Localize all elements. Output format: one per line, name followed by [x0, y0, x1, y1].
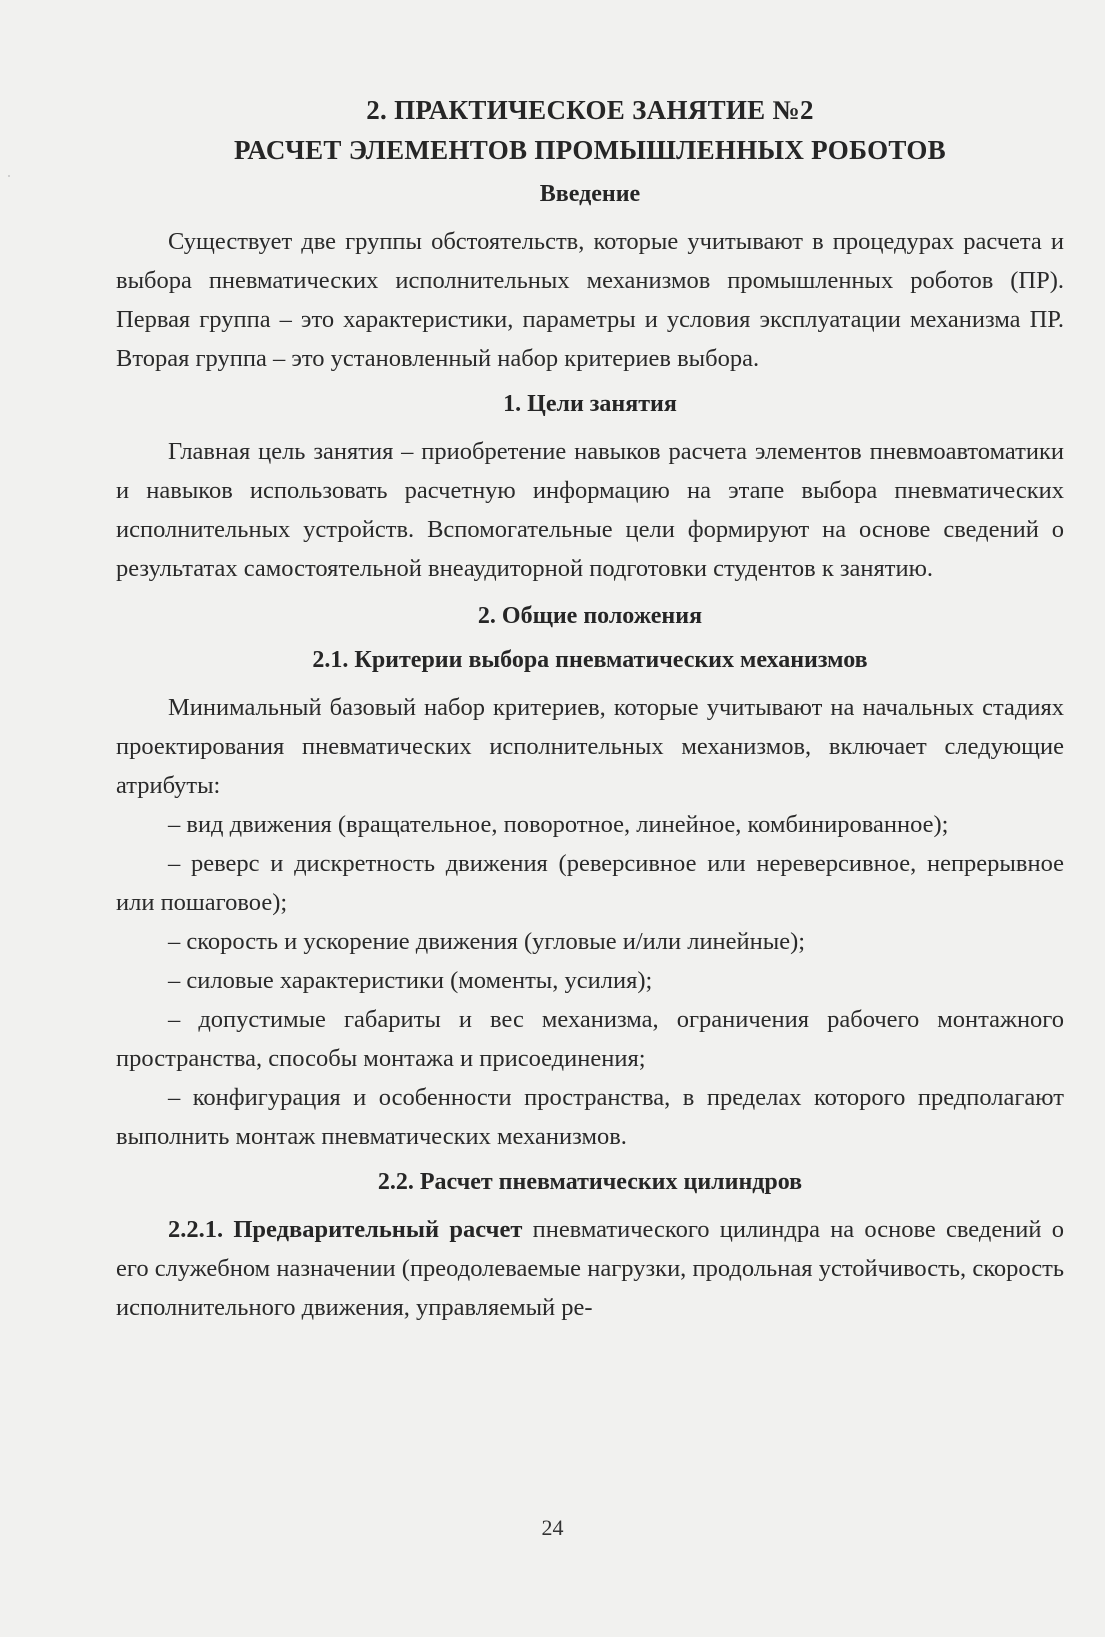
cylinders-heading: 2.2. Расчет пневматических цилиндров	[377, 1169, 803, 1195]
intro-heading: Введение	[539, 181, 641, 207]
page-number: 24	[541, 1515, 564, 1540]
criteria-paragraph: Минимальный базовый набор критериев, которые учитывают на начальных стадиях проектирования пневматических исполнительных механизмов, включает следующие атрибуты:	[116, 694, 1064, 799]
cylinders-paragraph-text: пневматического цилиндра на основе сведений о его служебном назначении (преодолеваемые нагрузки, продольная устойчивость, скорость исполнительного движения, управляемый ре-	[116, 1216, 1064, 1321]
criteria-list-item: – реверс и дискретность движения (реверсивное или нереверсивное, непрерывное или пошаговое);	[116, 850, 1064, 916]
criteria-list-item: – вид движения (вращательное, поворотное, линейное, комбинированное);	[168, 811, 949, 838]
scan-speck	[8, 175, 10, 177]
chapter-title-line-2: РАСЧЕТ ЭЛЕМЕНТОВ ПРОМЫШЛЕННЫХ РОБОТОВ	[234, 135, 946, 165]
criteria-heading: 2.1. Критерии выбора пневматических механизмов	[312, 647, 868, 673]
criteria-list-item: – силовые характеристики (моменты, усилия);	[168, 967, 653, 994]
criteria-list-item: – конфигурация и особенности пространства, в пределах которого предполагают выполнить монтаж пневматических механизмов.	[116, 1084, 1064, 1150]
intro-paragraph: Существует две группы обстоятельств, которые учитывают в процедурах расчета и выбора пневматических исполнительных механизмов промышленных роботов (ПР). Первая группа – это характеристики, параметры и условия эксплуатации механизма ПР. Вторая группа – это установленный набор критериев выбора.	[116, 228, 1064, 372]
criteria-list-item: – допустимые габариты и вес механизма, ограничения рабочего монтажного пространства, способы монтажа и присоединения;	[116, 1006, 1064, 1072]
goals-paragraph: Главная цель занятия – приобретение навыков расчета элементов пневмоавтоматики и навыков использовать расчетную информацию на этапе выбора пневматических исполнительных устройств. Вспомогательные цели формируют на основе сведений о результатах самостоятельной внеаудиторной подготовки студентов к занятию.	[116, 438, 1064, 582]
chapter-title-line-1: 2. ПРАКТИЧЕСКОЕ ЗАНЯТИЕ №2	[366, 95, 814, 125]
cylinders-paragraph	[116, 1210, 1064, 1327]
cylinders-lead-term: 2.2.1. Предварительный расчет	[168, 1216, 523, 1243]
criteria-list-item: – скорость и ускорение движения (угловые и/или линейные);	[168, 928, 806, 955]
general-heading: 2. Общие положения	[477, 603, 703, 629]
page-content	[116, 90, 1064, 1327]
goals-heading: 1. Цели занятия	[503, 391, 677, 417]
